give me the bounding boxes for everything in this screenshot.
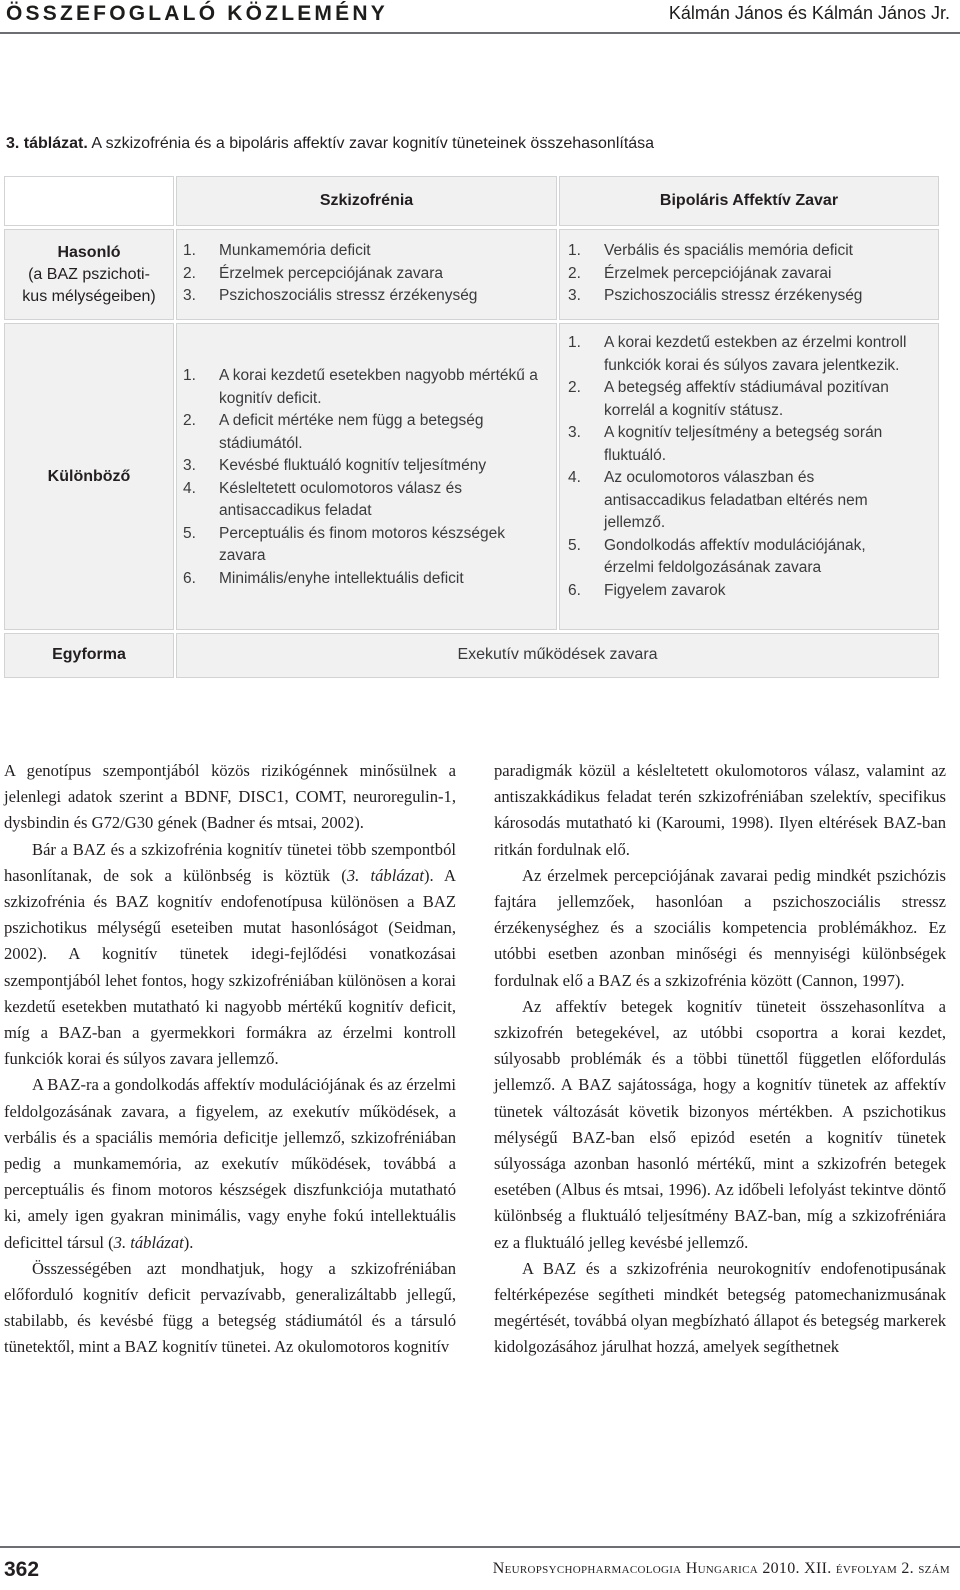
list-item-number: 1. [183,367,196,384]
list-item-number: 1. [568,334,581,351]
header-rule [0,32,960,34]
list-item [568,467,918,535]
list-item [568,263,932,286]
row-header-different [4,323,174,630]
list-item-text: Perceptuális és finom motoros készségek zavara [219,524,506,564]
table-caption-label: 3. táblázat. [6,135,88,152]
list-different-bipolar [568,332,918,602]
list-item [183,263,550,286]
section-title: ÖSSZEFOGLALÓ KÖZLEMÉNY [6,2,388,25]
list-item [183,240,550,263]
list-item-number: 3. [568,287,581,304]
table-caption [6,135,654,153]
list-item-number: 3. [183,287,196,304]
list-item-text: Figyelem zavarok [604,581,726,599]
cell-same-shared: Exekutív működések zavara [176,633,939,678]
left-paragraph-4: Összességében azt mondhatjuk, hogy a szkizofréniában előforduló kognitív deficit pervazívabb, generalizáltabb jellegű, stabilabb, és kevésbé függ a betegség stádiumától és a társuló tünetektől, mint a BAZ kognitív tünetei. Az okulomotoros kognitív [4,1258,456,1357]
left-p3-text-a: A BAZ-ra a gondolkodás affektív modulációjának és az érzelmi feldolgozásának zavara, a figyelem, az exekutív működések, a verbális és a spaciális memória deficitje jellemző, szkizofréniában pedig a munkamemória, az exekutív működések, továbbá a perceptuális és finom motoros készségek diszfunkciója mutatható ki, amely igen gyakran minimális, vagy enyhe fokú intellektuális deficittel társul ( [4,1075,456,1252]
list-item-text: A kognitív teljesítmény a betegség során fluktuáló. [604,424,883,464]
list-item-text: Verbális és spaciális memória deficit [604,242,853,259]
list-item-number: 1. [568,242,581,259]
list-item-text: Érzelmek percepciójának zavarai [604,264,832,282]
list-item-number: 5. [568,536,581,554]
list-similar-bipolar [568,240,932,308]
list-item-text: A korai kezdetű estekben az érzelmi kontroll funkciók korai és súlyos zavara jelentkezik. [604,334,907,374]
cell-different-schizophrenia [176,323,557,630]
left-paragraph-1: A genotípus szempontjából közös rizikógénnek minősülnek a jelenlegi adatok szerint a BDNF, DISC1, COMT, neuroregulin-1, dysbindin és G72/G30 gének (Badner és mtsai, 2002). [4,761,456,833]
left-p2-table-ref: 3. táblázat [346,865,425,885]
list-item-number: 6. [568,581,581,599]
list-item-text: Minimális/enyhe intellektuális deficit [219,569,464,587]
left-p3-text-b: ). [183,1232,194,1252]
left-paragraph-3 [4,1072,456,1255]
list-item-number: 2. [568,379,581,396]
list-item [183,568,550,591]
list-item [183,410,550,455]
list-item-text: Gondolkodás affektív modulációjának, érzelmi feldolgozásának zavara [604,536,866,576]
list-item-number: 1. [183,242,196,259]
list-item-text: A betegség affektív stádiumával pozitívan korrelál a kognitív státusz. [604,379,889,419]
row-label-similar: Hasonló [57,243,121,261]
list-item-text: Az oculomotoros válaszban és antisaccadikus feladatban eltérés nem jellemző. [604,469,868,531]
right-paragraph-3: Az affektív betegek kognitív tüneteit összehasonlítva a szkizofrén betegekével, az utóbbi csoportra a korai kezdet, súlyosabb problémák és a többi tünettől független előfordulás jellemző. A BAZ sajátossága, hogy a kognitív tünetek az affektív tünetek változását követik bizonyos mértékben. A pszichotikus mélységű BAZ-ban első epizód esetén a kognitív tünetek súlyossága azonban hasonló mértékű, mint a szkizofrén betegek esetében (Albus és mtsai, 1996). Az időbeli lefolyást tekintve döntő különbség a fluktuáló teljesítmény BAZ-ban, míg a szkizofréniára ez a fluktuáló jelleg kevésbé jellemző. [494,996,946,1252]
list-item [568,580,918,603]
list-item-text: Munkamemória deficit [219,242,371,259]
left-p3-table-ref: 3. táblázat [113,1232,184,1252]
row-sublabel-similar-1: (a BAZ pszichoti- [28,265,150,283]
list-item-text: A korai kezdetű esetekben nagyobb mértékű a kognitív deficit. [219,367,538,407]
list-item-number: 2. [568,264,581,282]
cell-different-bipolar [559,323,939,630]
body-column-right [494,758,946,1361]
list-item-number: 2. [183,264,196,282]
list-item-text: A deficit mértéke nem függ a betegség stádiumától. [219,412,484,452]
list-item [568,240,932,263]
right-paragraph-1: paradigmák közül a késleltetett okulomotoros válasz, valamint az antiszakkádikus feladat terén szkizofréniában szelektív, specifikus károsodás mutatható ki (Karoumi, 1998). Ilyen eltérések BAZ-ban ritkán fordulnak elő. [494,761,946,859]
list-item [183,478,550,523]
table-corner-cell [4,176,174,226]
list-item [568,422,918,467]
list-item-number: 3. [568,424,581,441]
list-item-number: 5. [183,524,196,542]
list-item [568,285,932,308]
list-item-text: Késleltetett oculomotoros válasz és antisaccadikus feladat [219,479,462,519]
row-label-same: Egyforma [52,646,126,663]
right-paragraph-2: Az érzelmek percepciójának zavarai pedig mindkét pszichózis fajtára jellemzőek, hasonlóan a pszichoszociális stressz érzékenységhez és a szociális kompetencia problémákhoz. Ez utóbbi esetben azonban minőségi és mennyiségi különbségek fordulnak elő a BAZ és a szkizofrénia között (Cannon, 1997). [494,865,946,990]
list-item [568,377,918,422]
cell-similar-schizophrenia [176,229,557,320]
col-header-bipolar: Bipoláris Affektív Zavar [559,176,939,226]
list-item [183,455,550,478]
col-header-schizophrenia: Szkizofrénia [176,176,557,226]
list-item-number: 3. [183,457,196,474]
row-header-same [4,633,174,678]
journal-name: Neuropsychopharmacologia Hungarica 2010. XII. évfolyam 2. szám [492,1560,950,1577]
list-item [183,523,550,568]
list-item [568,332,918,377]
row-sublabel-similar-2: kus mélységeiben) [22,287,156,305]
list-different-schizophrenia [183,365,550,590]
list-item-text: Pszichoszociális stressz érzékenység [219,287,478,304]
table-caption-text: A szkizofrénia és a bipoláris affektív zavar kognitív tüneteinek összehasonlítása [87,135,655,152]
list-item-text: Pszichoszociális stressz érzékenység [604,287,863,304]
list-item [568,535,918,580]
list-item [183,365,550,410]
list-item-number: 6. [183,569,196,587]
left-paragraph-2 [4,837,456,1073]
body-column-left [4,758,456,1361]
footer-rule [0,1546,960,1548]
list-item-number: 2. [183,412,196,429]
list-item-number: 4. [183,479,196,497]
page-header [0,0,960,34]
page-number: 362 [4,1558,40,1581]
page-footer [0,1546,960,1590]
row-header-similar [4,229,174,320]
list-item [183,285,550,308]
right-paragraph-4: A BAZ és a szkizofrénia neurokognitív endofenotipusának feltérképezése segítheti mindkét betegség patomechanizmusának megértését, továbbá olyan megbízható állapot és betegség markerek kidolgozásához járulhat hozzá, amelyek segíthetnek [494,1258,946,1357]
list-item-number: 4. [568,469,581,486]
list-item-text: Kevésbé fluktuáló kognitív teljesítmény [219,457,487,474]
row-label-different: Különböző [47,467,131,485]
left-p2-text-b: ). A szkizofrénia és BAZ kognitív endofenotípusa különösen a BAZ pszichotikus mélységű eseteiben mutat hasonlóságot (Seidman, 2002). A kognitív tünetek idegi-fejlődési vonatkozásai szempontjából lehet fontos, hogy szkizofréniában különösen a korai kezdetű esetekben mutatható ki nagyobb mértékű kognitív deficit, míg a BAZ-ban a gyermekkori formákra az érzelmi kontroll funkciók korai és súlyos zavara jellemző. [4,865,457,1069]
left-p2-text-a: Bár a BAZ és a szkizofrénia kognitív tünetei több szempontból hasonlítanak, de sok a különbség is köztük ( [4,839,456,885]
authors: Kálmán János és Kálmán János Jr. [668,3,950,23]
cell-similar-bipolar [559,229,939,320]
list-item-text: Érzelmek percepciójának zavara [219,264,443,282]
list-similar-schizophrenia [183,240,550,308]
